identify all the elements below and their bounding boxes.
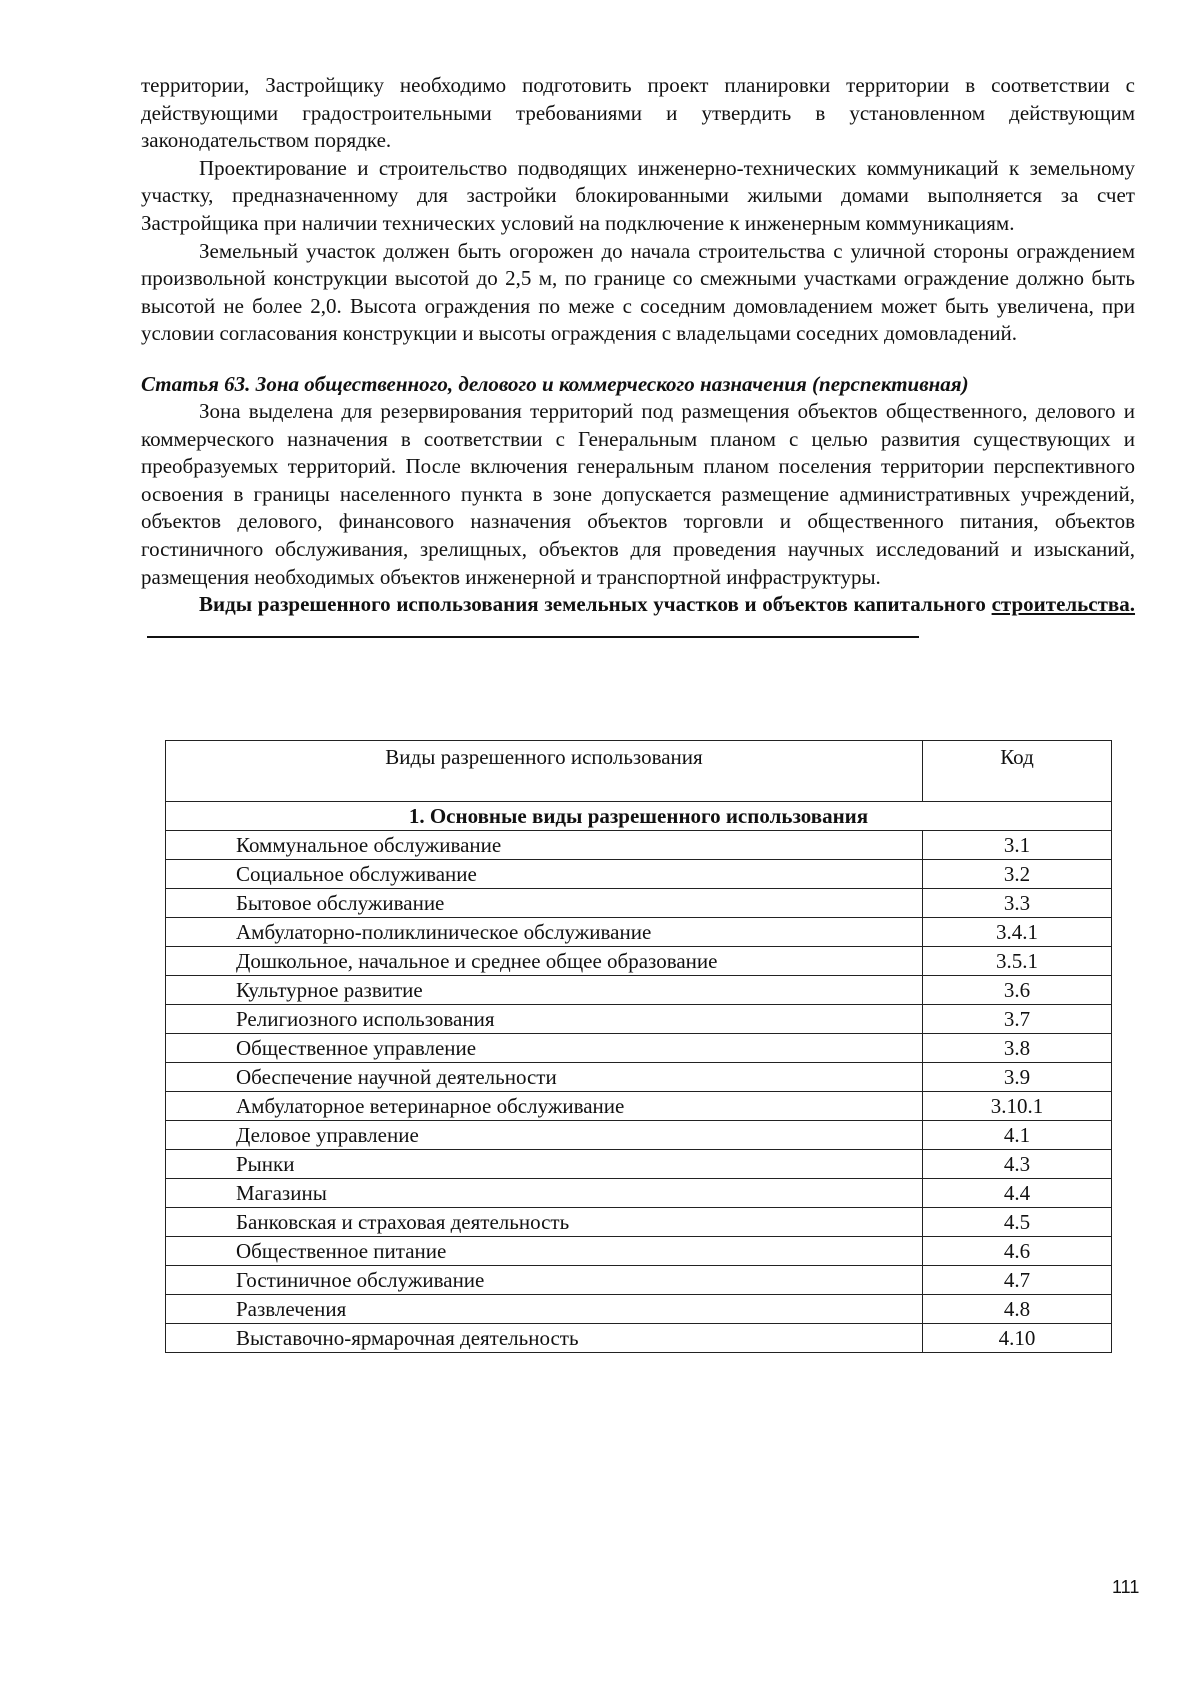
table-row — [166, 1237, 1112, 1266]
use-name: Обеспечение научной деятельности — [166, 1063, 923, 1092]
article-title: Статья 63. Зона общественного, делового и коммерческого назначения (перспективная) — [141, 371, 969, 396]
page-number: 111 — [1112, 1577, 1140, 1597]
paragraph-planning: территории, Застройщику необходимо подготовить проект планировки территории в соответствии с действующими градостроительными требованиями и утвердить в установленном действующим законодательством порядке. — [141, 73, 1135, 153]
use-code: 3.8 — [923, 1034, 1112, 1063]
table-row — [166, 1034, 1112, 1063]
table-header-row — [166, 741, 1112, 802]
use-name: Банковская и страховая деятельность — [166, 1208, 923, 1237]
use-name: Рынки — [166, 1150, 923, 1179]
table-row — [166, 1179, 1112, 1208]
paragraph-communications: Проектирование и строительство подводящих инженерно-технических коммуникаций к земельному участку, предназначенному для застройки блокированными жилыми домами выполняется за счет Застройщика при наличии технических условий на подключение к инженерным коммуникациям. — [141, 155, 1135, 235]
use-code: 3.7 — [923, 1005, 1112, 1034]
use-code: 4.10 — [923, 1324, 1112, 1353]
table-row — [166, 889, 1112, 918]
table-row — [166, 1208, 1112, 1237]
table-row — [166, 947, 1112, 976]
spacer — [141, 348, 1135, 370]
permitted-uses-table — [165, 740, 1112, 1353]
use-name: Магазины — [166, 1179, 923, 1208]
article-body: Зона выделена для резервирования территорий под размещения объектов общественного, делового и коммерческого назначения в соответствии с Генеральным планом с целью развития существующих и преобразуемых территорий. После включения генеральным планом поселения территории перспективного освоения в границы населенного пункта в зоне допускается размещение административных учреждений, объектов делового, финансового назначения объектов торговли и общественного питания, объектов гостиничного обслуживания, зрелищных, объектов для проведения научных исследований и изысканий, размещения необходимых объектов инженерной и транспортной инфраструктуры. — [141, 398, 1135, 589]
use-name: Развлечения — [166, 1295, 923, 1324]
use-code: 3.6 — [923, 976, 1112, 1005]
use-code: 4.3 — [923, 1150, 1112, 1179]
use-code: 3.9 — [923, 1063, 1112, 1092]
table-body — [166, 802, 1112, 1353]
use-code: 3.2 — [923, 860, 1112, 889]
use-name: Деловое управление — [166, 1121, 923, 1150]
table-row — [166, 831, 1112, 860]
table-row — [166, 1005, 1112, 1034]
use-name: Культурное развитие — [166, 976, 923, 1005]
use-name: Общественное питание — [166, 1237, 923, 1266]
use-code: 4.4 — [923, 1179, 1112, 1208]
table-row — [166, 1063, 1112, 1092]
use-code: 3.3 — [923, 889, 1112, 918]
use-name: Дошкольное, начальное и среднее общее образование — [166, 947, 923, 976]
table-row — [166, 918, 1112, 947]
caption-underline — [147, 636, 919, 638]
table-row — [166, 1121, 1112, 1150]
use-code: 3.4.1 — [923, 918, 1112, 947]
use-code: 4.7 — [923, 1266, 1112, 1295]
table-row — [166, 860, 1112, 889]
use-code: 3.1 — [923, 831, 1112, 860]
use-name: Амбулаторно-поликлиническое обслуживание — [166, 918, 923, 947]
use-name: Религиозного использования — [166, 1005, 923, 1034]
use-code: 4.6 — [923, 1237, 1112, 1266]
use-name: Общественное управление — [166, 1034, 923, 1063]
use-code: 3.5.1 — [923, 947, 1112, 976]
use-name: Социальное обслуживание — [166, 860, 923, 889]
table-caption-last: строительства. — [991, 592, 1136, 617]
document-body — [141, 72, 1135, 645]
use-code: 4.1 — [923, 1121, 1112, 1150]
section-title: 1. Основные виды разрешенного использования — [166, 802, 1112, 831]
table-caption — [141, 591, 1135, 645]
header-code: Код — [923, 741, 1112, 802]
use-code: 3.10.1 — [923, 1092, 1112, 1121]
section-row — [166, 802, 1112, 831]
table-row — [166, 1295, 1112, 1324]
use-name: Амбулаторное ветеринарное обслуживание — [166, 1092, 923, 1121]
table-caption-main: Виды разрешенного использования земельных участков и объектов капитального — [199, 592, 986, 617]
table-row — [166, 976, 1112, 1005]
table-row — [166, 1092, 1112, 1121]
use-code: 4.5 — [923, 1208, 1112, 1237]
table-row — [166, 1150, 1112, 1179]
use-name: Гостиничное обслуживание — [166, 1266, 923, 1295]
use-code: 4.8 — [923, 1295, 1112, 1324]
use-name: Бытовое обслуживание — [166, 889, 923, 918]
header-uses: Виды разрешенного использования — [166, 741, 923, 802]
paragraph-fence: Земельный участок должен быть огорожен до начала строительства с уличной стороны ограждением произвольной конструкции высотой до 2,5 м, по границе со смежными участками ограждение должно быть высотой не более 2,0. Высота ограждения по меже с соседним домовладением может быть увеличена, при условии согласования конструкции и высоты ограждения с владельцами соседних домовладений. — [141, 238, 1135, 346]
use-name: Коммунальное обслуживание — [166, 831, 923, 860]
table-row — [166, 1324, 1112, 1353]
use-name: Выставочно-ярмарочная деятельность — [166, 1324, 923, 1353]
table-row — [166, 1266, 1112, 1295]
